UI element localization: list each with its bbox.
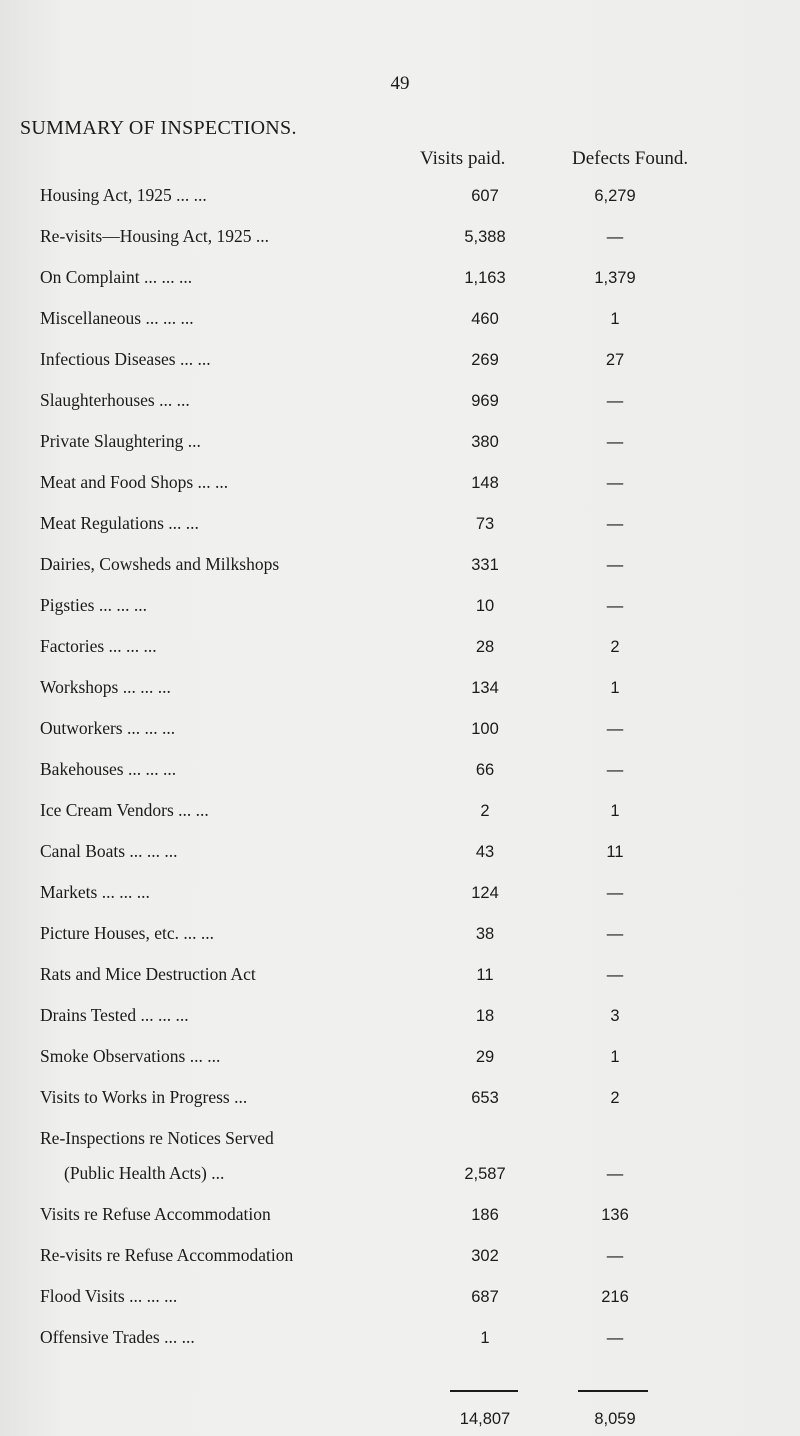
visits-value: 186 [471, 1206, 499, 1224]
row-label: Private Slaughtering ... [40, 431, 201, 451]
visits-value: 380 [471, 433, 499, 451]
total-defects: 8,059 [594, 1410, 636, 1428]
table-row [0, 923, 800, 951]
row-label: Bakehouses ... ... ... [40, 759, 177, 779]
row-label: Smoke Observations ... ... [40, 1046, 221, 1066]
visits-value: 5,388 [464, 228, 506, 246]
visits-value: 607 [471, 187, 499, 205]
table-row [0, 226, 800, 254]
row-label: Miscellaneous ... ... ... [40, 308, 194, 328]
visits-value: 331 [471, 556, 499, 574]
row-label: Meat Regulations ... ... [40, 513, 199, 533]
row-label: Infectious Diseases ... ... [40, 349, 211, 369]
table-row [0, 1204, 800, 1232]
page-number: 49 [390, 73, 410, 94]
table-row [0, 554, 800, 582]
table-row [0, 349, 800, 377]
defects-value: 216 [601, 1288, 629, 1306]
defects-value: — [606, 966, 624, 984]
row-label: Visits to Works in Progress ... [40, 1087, 248, 1107]
total-rule-defects [578, 1390, 648, 1392]
defects-value: — [606, 720, 624, 738]
table-row [0, 472, 800, 500]
table-row [0, 390, 800, 418]
defects-value: — [606, 925, 624, 943]
table-row [0, 1087, 800, 1115]
defects-value: 1 [610, 802, 620, 820]
visits-value: 460 [471, 310, 499, 328]
table-row [0, 1286, 800, 1314]
visits-value: 148 [471, 474, 499, 492]
defects-value: 1 [610, 679, 620, 697]
defects-value: 3 [610, 1007, 620, 1025]
row-label: (Public Health Acts) ... [64, 1163, 225, 1183]
defects-value: — [606, 433, 624, 451]
table-row [0, 882, 800, 910]
row-label: Drains Tested ... ... ... [40, 1005, 189, 1025]
total-rule-visits [450, 1390, 518, 1392]
row-label: Meat and Food Shops ... ... [40, 472, 229, 492]
defects-value: — [606, 1247, 624, 1265]
defects-value: — [606, 884, 624, 902]
row-label: Rats and Mice Destruction Act [40, 964, 256, 984]
table-row [0, 595, 800, 623]
column-header-visits: Visits paid. [420, 148, 506, 169]
table-row [0, 267, 800, 295]
visits-value: 100 [471, 720, 499, 738]
row-label: On Complaint ... ... ... [40, 267, 193, 287]
visits-value: 269 [471, 351, 499, 369]
row-label: Ice Cream Vendors ... ... [40, 800, 209, 820]
visits-value: 73 [475, 515, 495, 533]
visits-value: 28 [475, 638, 495, 656]
table-row [0, 636, 800, 664]
table-row [0, 1327, 800, 1355]
table-row [0, 1128, 800, 1156]
visits-value: 18 [475, 1007, 495, 1025]
row-label: Slaughterhouses ... ... [40, 390, 190, 410]
total-visits: 14,807 [459, 1410, 511, 1428]
row-label: Picture Houses, etc. ... ... [40, 923, 214, 943]
defects-value: 1,379 [594, 269, 636, 287]
defects-value: — [606, 761, 624, 779]
defects-value: 136 [601, 1206, 629, 1224]
visits-value: 1 [480, 1329, 490, 1347]
defects-value: — [606, 1329, 624, 1347]
row-label: Factories ... ... ... [40, 636, 157, 656]
row-label: Re-visits—Housing Act, 1925 ... [40, 226, 269, 246]
visits-value: 2,587 [464, 1165, 506, 1183]
visits-value: 38 [475, 925, 495, 943]
table-row [0, 964, 800, 992]
visits-value: 29 [475, 1048, 495, 1066]
table-row [0, 1245, 800, 1273]
defects-value: — [606, 556, 624, 574]
defects-value: 6,279 [594, 187, 636, 205]
defects-value: 2 [610, 1089, 620, 1107]
table-row [0, 185, 800, 213]
row-label: Visits re Refuse Accommodation [40, 1204, 271, 1224]
row-label: Pigsties ... ... ... [40, 595, 147, 615]
table-row [0, 308, 800, 336]
row-label: Canal Boats ... ... ... [40, 841, 178, 861]
table-row [0, 800, 800, 828]
defects-value: — [606, 228, 624, 246]
table-row [0, 759, 800, 787]
defects-value: — [606, 597, 624, 615]
table-row [0, 677, 800, 705]
row-label: Dairies, Cowsheds and Milkshops [40, 554, 280, 574]
table-row [0, 718, 800, 746]
row-label: Flood Visits ... ... ... [40, 1286, 178, 1306]
row-label: Markets ... ... ... [40, 882, 150, 902]
visits-value: 134 [471, 679, 499, 697]
row-label: Workshops ... ... ... [40, 677, 171, 697]
visits-value: 2 [480, 802, 490, 820]
table-row [0, 513, 800, 541]
visits-value: 687 [471, 1288, 499, 1306]
defects-value: — [606, 474, 624, 492]
column-header-defects: Defects Found. [572, 148, 689, 169]
table-row [0, 1163, 800, 1191]
visits-value: 1,163 [464, 269, 506, 287]
defects-value: 11 [606, 843, 624, 861]
visits-value: 124 [471, 884, 499, 902]
visits-value: 653 [471, 1089, 499, 1107]
defects-value: — [606, 392, 624, 410]
visits-value: 302 [471, 1247, 499, 1265]
row-label: Re-visits re Refuse Accommodation [40, 1245, 294, 1265]
table-row [0, 841, 800, 869]
table-row [0, 431, 800, 459]
visits-value: 10 [475, 597, 495, 615]
defects-value: 27 [605, 351, 625, 369]
visits-value: 11 [476, 966, 494, 984]
visits-value: 66 [475, 761, 495, 779]
page-title: SUMMARY OF INSPECTIONS. [20, 117, 297, 139]
row-label: Re-Inspections re Notices Served [40, 1128, 274, 1148]
table-row [0, 1005, 800, 1033]
defects-value: 1 [610, 1048, 620, 1066]
defects-value: — [606, 1165, 624, 1183]
row-label: Housing Act, 1925 ... ... [40, 185, 207, 205]
defects-value: — [606, 515, 624, 533]
defects-value: 1 [610, 310, 620, 328]
row-label: Offensive Trades ... ... [40, 1327, 195, 1347]
visits-value: 43 [475, 843, 495, 861]
table-row [0, 1046, 800, 1074]
defects-value: 2 [610, 638, 620, 656]
row-label: Outworkers ... ... ... [40, 718, 176, 738]
visits-value: 969 [471, 392, 499, 410]
